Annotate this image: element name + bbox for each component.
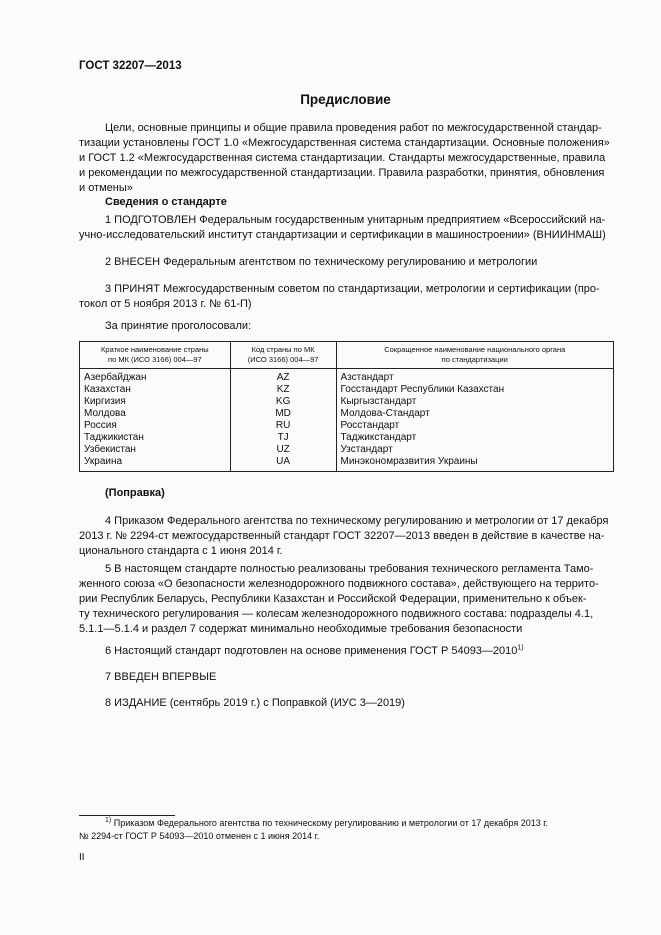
body-cell: Кыргызстандарт (336, 396, 613, 408)
section-heading (79, 195, 614, 210)
item-line: токол от 5 ноября 2013 г. № 61-П) (79, 298, 252, 310)
item-line: ционального стандарта с 1 июня 2014 г. (79, 545, 283, 557)
table-row (80, 420, 614, 432)
country-cell: Узбекистан (80, 444, 231, 456)
item-line: 7 ВВЕДЕН ВПЕРВЫЕ (105, 671, 217, 683)
footnote (79, 817, 614, 843)
item-line: рии Республик Беларусь, Республики Казахстан и Российской Федерации, применительно к объек- (79, 593, 587, 605)
item-2 (79, 255, 614, 270)
item-line: учно-исследовательский институт стандартизации и сертификации в машиностроении» (ВНИИНМАШ) (79, 229, 606, 241)
code-cell: KZ (230, 384, 336, 396)
voted-label (79, 319, 614, 334)
item-line: 2 ВНЕСЕН Федеральным агентством по техническому регулированию и метрологии (105, 256, 538, 268)
document-id: ГОСТ 32207—2013 (79, 60, 182, 72)
header-line: Сокращенное наименование национального органа (384, 345, 566, 354)
body-cell: Минэкономразвития Украины (336, 456, 613, 472)
item-line: 4 Приказом Федерального агентства по техническому регулированию и метрологии от 17 декабря (105, 515, 609, 527)
item-6-text: 6 Настоящий стандарт подготовлен на основе применения ГОСТ Р 54093—2010 (105, 645, 518, 657)
header-line: по стандартизации (441, 355, 508, 364)
table-row (80, 444, 614, 456)
intro-line: и ГОСТ 1.2 «Межгосударственная система стандартизации. Стандарты межгосударственные, правила (79, 152, 606, 164)
amendment-label (79, 486, 614, 501)
country-cell: Азербайджан (80, 369, 231, 385)
column-header-country (80, 342, 231, 369)
item-line: 8 ИЗДАНИЕ (сентябрь 2019 г.) с Поправкой (ИУС 3—2019) (105, 697, 405, 709)
footnote-line: Приказом Федерального агентства по техническому регулированию и метрологии от 17 декабря 2013 г. (111, 818, 548, 828)
item-1 (79, 213, 614, 243)
amendment-label-text: (Поправка) (105, 487, 165, 499)
item-7 (79, 670, 614, 685)
item-line: ту технического регулирования — колесам железнодорожного подвижного состава: подразделы 4.1, (79, 608, 594, 620)
table-row (80, 396, 614, 408)
item-3 (79, 282, 614, 312)
intro-line: и отмены» (79, 182, 133, 194)
item-line: 5.1.1—5.1.4 и раздел 7 содержат минимально необходимые требования безопасности (79, 623, 523, 635)
country-cell: Таджикистан (80, 432, 231, 444)
intro-line: тизации установлены ГОСТ 1.0 «Межгосударственная система стандартизации. Основные положения» (79, 137, 610, 149)
body-cell: Молдова-Стандарт (336, 408, 613, 420)
header-line: Код страны по МК (251, 345, 315, 354)
footnote-marker[interactable]: 1) (517, 644, 524, 652)
table-row (80, 384, 614, 396)
footnote-marker: 1) (105, 817, 112, 824)
item-line: 1 ПОДГОТОВЛЕН Федеральным государственным унитарным предприятием «Всероссийский на- (105, 214, 606, 226)
country-cell: Молдова (80, 408, 231, 420)
body-cell: Таджикстандарт (336, 432, 613, 444)
item-5 (79, 562, 614, 637)
code-cell: UZ (230, 444, 336, 456)
table-row (80, 432, 614, 444)
code-cell: AZ (230, 369, 336, 385)
footnote-line: № 2294-ст ГОСТ Р 54093—2010 отменен с 1 июня 2014 г. (79, 831, 320, 841)
body-cell: Госстандарт Республики Казахстан (336, 384, 613, 396)
column-header-body (336, 342, 613, 369)
intro-line: и рекомендации по межгосударственной стандартизации. Правила разработки, принятия, обновления (79, 167, 605, 179)
page-number: II (79, 852, 85, 863)
country-cell: Россия (80, 420, 231, 432)
body-cell: Росстандарт (336, 420, 613, 432)
item-4 (79, 514, 614, 559)
column-header-code (230, 342, 336, 369)
table-row (80, 456, 614, 472)
section-heading-text: Сведения о стандарте (105, 196, 227, 208)
item-6 (79, 644, 614, 659)
table-header-row (80, 342, 614, 369)
code-cell: MD (230, 408, 336, 420)
code-cell: RU (230, 420, 336, 432)
country-cell: Киргизия (80, 396, 231, 408)
code-cell: KG (230, 396, 336, 408)
intro-paragraph (79, 121, 614, 196)
header-line: (ИСО 3166) 004—97 (247, 355, 319, 364)
table-row (80, 408, 614, 420)
intro-line: Цели, основные принципы и общие правила проведения работ по межгосударственной стандар- (105, 122, 602, 134)
code-cell: UA (230, 456, 336, 472)
header-line: Краткое наименование страны (101, 345, 209, 354)
item-line: 5 В настоящем стандарте полностью реализованы требования технического регламента Тамо- (105, 563, 594, 575)
table-row (80, 369, 614, 385)
body-cell: Азстандарт (336, 369, 613, 385)
country-cell: Казахстан (80, 384, 231, 396)
country-cell: Украина (80, 456, 231, 472)
code-cell: TJ (230, 432, 336, 444)
item-line: 2013 г. № 2294-ст межгосударственный стандарт ГОСТ 32207—2013 введен в действие в качестве на- (79, 530, 605, 542)
footnote-divider (79, 815, 175, 816)
voted-label-text: За принятие проголосовали: (105, 320, 252, 332)
header-line: по МК (ИСО 3166) 004—97 (108, 355, 202, 364)
item-line: женного союза «О безопасности железнодорожного подвижного состава», действующего на террито- (79, 578, 599, 590)
body-cell: Узстандарт (336, 444, 613, 456)
votes-table (79, 341, 614, 472)
item-8 (79, 696, 614, 711)
page-title: Предисловие (300, 92, 391, 107)
item-line: 3 ПРИНЯТ Межгосударственным советом по стандартизации, метрологии и сертификации (про- (105, 283, 600, 295)
